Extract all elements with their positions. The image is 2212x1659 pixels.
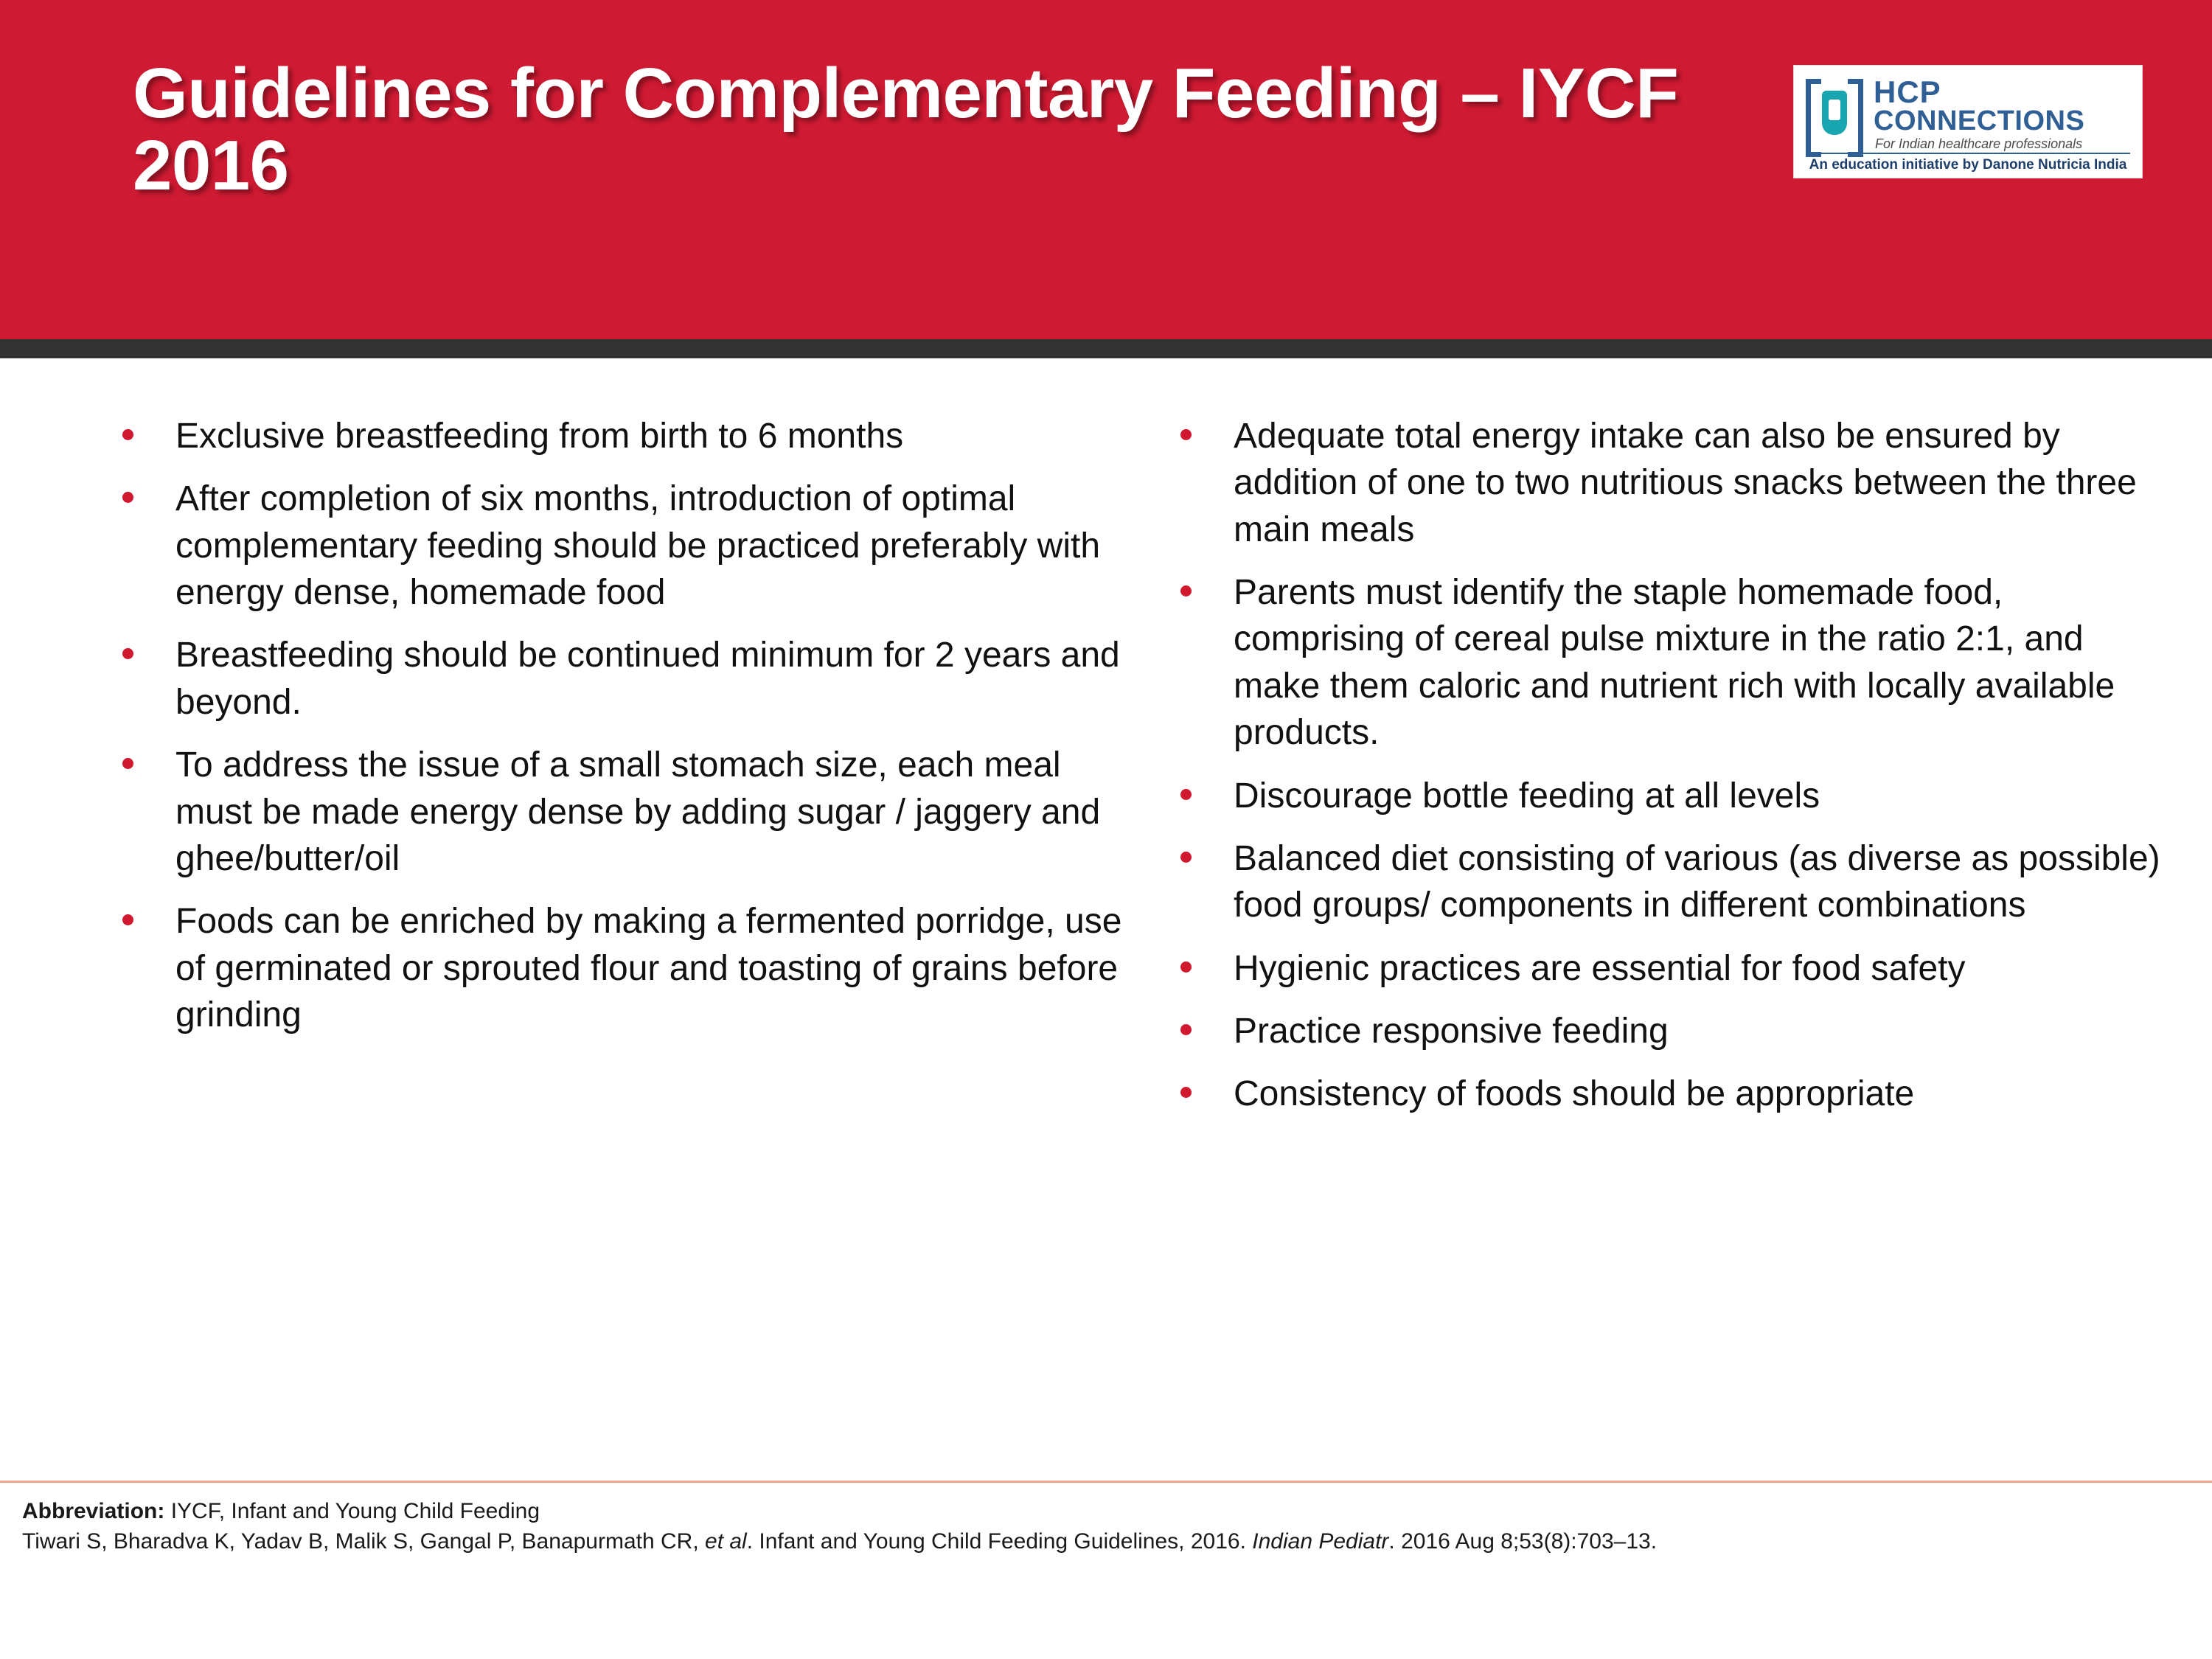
page-title: Guidelines for Complementary Feeding – IYCF 2016 — [133, 54, 1679, 205]
bullet-dot-icon — [1180, 789, 1192, 800]
bullet-dot-icon — [1180, 1087, 1192, 1098]
bracket-left-icon — [1806, 79, 1821, 157]
brackets-icon — [1806, 79, 1863, 147]
citation-part1: Tiwari S, Bharadva K, Yadav B, Malik S, Gangal P, Banapurmath CR, — [22, 1528, 706, 1554]
citation-part3: . 2016 Aug 8;53(8):703–13. — [1388, 1528, 1658, 1554]
left-column — [81, 413, 1128, 1054]
list-item — [81, 476, 1128, 616]
list-item-text: To address the issue of a small stomach size, each meal must be made energy dense by adding sugar / jaggery and ghee/butter/oil — [175, 745, 1101, 878]
footer-divider — [0, 1481, 2212, 1483]
citation-line — [22, 1527, 2190, 1557]
bullet-dot-icon — [1180, 852, 1192, 863]
list-item-text: Foods can be enriched by making a fermented porridge, use of germinated or sprouted flour and toasting of grains before grinding — [175, 902, 1122, 1034]
list-item-text: After completion of six months, introduction of optimal complementary feeding should be practiced preferably with energy dense, homemade food — [175, 479, 1101, 613]
bullet-dot-icon — [122, 429, 133, 440]
logo-footer: An education initiative by Danone Nutricia India — [1809, 157, 2127, 173]
logo-line1: HCP — [1874, 74, 1941, 109]
list-item-text: Adequate total energy intake can also be ensured by addition of one to two nutritious snacks between the three main meals — [1234, 417, 2137, 549]
list-item — [1139, 1071, 2171, 1117]
device-icon — [1822, 91, 1847, 135]
header-underline-inner — [0, 339, 2212, 358]
citation-italic1: et al — [705, 1528, 747, 1554]
list-item — [1139, 413, 2171, 553]
bullet-dot-icon — [1180, 585, 1192, 597]
footer-notes — [22, 1497, 2190, 1557]
bullet-dot-icon — [1180, 429, 1192, 440]
logo-line2: CONNECTIONS — [1874, 105, 2085, 136]
list-item — [81, 632, 1128, 726]
list-item-text: Parents must identify the staple homemade food, comprising of cereal pulse mixture in the ratio 2:1, and make them caloric and nutrient rich with locally available products. — [1234, 573, 2115, 753]
list-item — [81, 413, 1128, 459]
bullet-dot-icon — [1180, 1024, 1192, 1035]
citation-part2: . Infant and Young Child Feeding Guidelines, 2016. — [746, 1528, 1253, 1554]
left-bullet-list — [81, 413, 1128, 1038]
list-item-text: Hygienic practices are essential for food safety — [1234, 948, 1966, 988]
header-underline — [0, 339, 2212, 358]
bullet-dot-icon — [122, 914, 133, 925]
logo-tagline: For Indian healthcare professionals — [1875, 136, 2083, 151]
bullet-dot-icon — [122, 492, 133, 503]
list-item — [1139, 1008, 2171, 1054]
logo-divider — [1806, 153, 2130, 154]
list-item-text: Balanced diet consisting of various (as diverse as possible) food groups/ components in different combinations — [1234, 838, 2160, 925]
bullet-dot-icon — [1180, 961, 1192, 973]
logo-inner — [1794, 66, 2142, 178]
hcp-connections-logo — [1793, 65, 2143, 178]
list-item — [1139, 945, 2171, 992]
citation-italic2: Indian Pediatr — [1252, 1528, 1389, 1554]
list-item-text: Breastfeeding should be continued minimum for 2 years and beyond. — [175, 636, 1120, 722]
right-bullet-list — [1139, 413, 2171, 1118]
list-item — [1139, 773, 2171, 819]
abbreviation-line — [22, 1497, 2190, 1527]
bracket-right-icon — [1848, 79, 1863, 157]
abbreviation-text: IYCF, Infant and Young Child Feeding — [164, 1499, 540, 1523]
list-item — [81, 742, 1128, 882]
list-item — [1139, 569, 2171, 756]
list-item-text: Exclusive breastfeeding from birth to 6 months — [175, 417, 904, 456]
abbreviation-label: Abbreviation: — [22, 1499, 165, 1523]
list-item — [81, 898, 1128, 1038]
list-item-text: Discourage bottle feeding at all levels — [1234, 776, 1820, 815]
bullet-dot-icon — [122, 648, 133, 659]
right-column — [1139, 413, 2171, 1134]
list-item-text: Practice responsive feeding — [1234, 1011, 1669, 1051]
bullet-dot-icon — [122, 758, 133, 769]
list-item-text: Consistency of foods should be appropriate — [1234, 1074, 1915, 1114]
list-item — [1139, 835, 2171, 929]
